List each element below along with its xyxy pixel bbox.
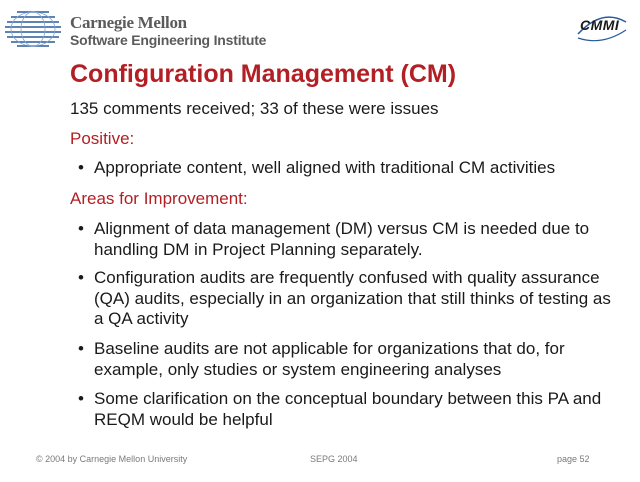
bullet-text: Configuration audits are frequently confused with quality assurance (QA) audits, especially in an organization that still thinks of testing as a QA activity xyxy=(94,268,611,328)
bullet-text: Appropriate content, well aligned with traditional CM activities xyxy=(94,158,556,177)
improvement-bullet-item xyxy=(78,268,618,330)
bullet-text: Some clarification on the conceptual boundary between this PA and REQM would be helpful xyxy=(94,389,602,429)
cmmi-logo-text: CMMI xyxy=(580,17,620,33)
footer-page-number: page 52 xyxy=(557,454,590,464)
improvement-bullet-item xyxy=(78,219,618,260)
positive-heading: Positive: xyxy=(70,129,135,148)
bullet-icon: • xyxy=(78,389,84,408)
footer-copyright: © 2004 by Carnegie Mellon University xyxy=(36,454,188,464)
bullet-text: Alignment of data management (DM) versus CM is needed due to handling DM in Project Planning separately. xyxy=(94,219,590,259)
bullet-icon: • xyxy=(78,268,84,287)
positive-bullet-item xyxy=(78,158,618,179)
slide-title: Configuration Management (CM) xyxy=(70,60,457,88)
bullet-icon: • xyxy=(78,219,84,238)
summary-text: 135 comments received; 33 of these were issues xyxy=(70,99,439,118)
footer-event: SEPG 2004 xyxy=(310,454,358,464)
improvement-bullet-item xyxy=(78,339,618,380)
bullet-icon: • xyxy=(78,339,84,358)
bullet-text: Baseline audits are not applicable for organizations that do, for example, only studies or system engineering analyses xyxy=(94,339,565,379)
areas-heading: Areas for Improvement: xyxy=(70,189,248,208)
bullet-icon: • xyxy=(78,158,84,177)
org-name-line2: Software Engineering Institute xyxy=(70,32,267,48)
org-name-line1: Carnegie Mellon xyxy=(70,13,187,32)
sei-globe-logo-icon xyxy=(3,9,63,47)
improvement-bullet-item xyxy=(78,389,618,430)
